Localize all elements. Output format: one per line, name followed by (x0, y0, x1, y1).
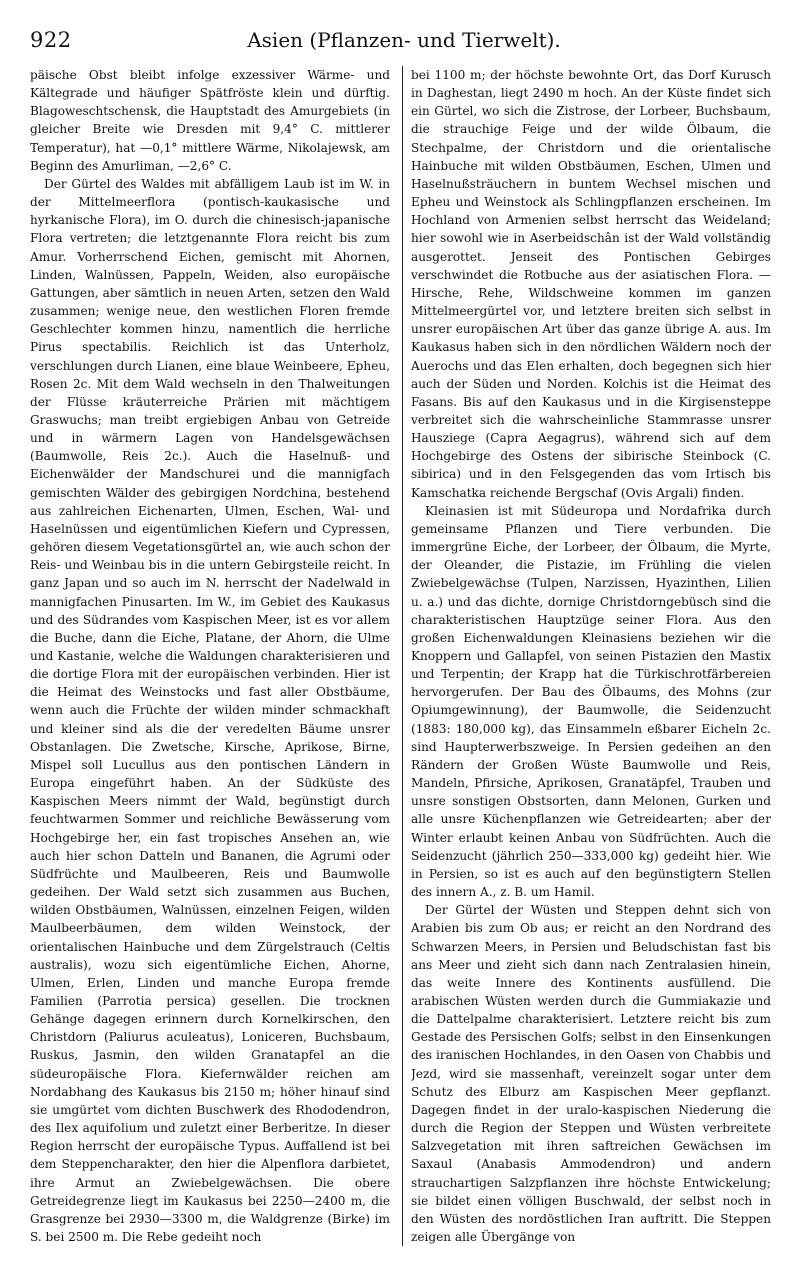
page-header (30, 28, 778, 54)
column-divider (402, 66, 403, 1246)
paragraph: bei 1100 m; der höchste bewohnte Ort, das Dorf Kurusch in Daghestan, liegt 2490 m hoch. An der Küste findet sich ein Gürtel, wo sich die Zistrose, der Lorbeer, Buchsbaum, die strauchige Feige und der wilde Ölbaum, die Stechpalme, der Christdorn und die orientalische Hainbuche mit wilden Obstbäumen, Eschen, Ulmen und Haselnußsträuchern in buntem Wechsel mischen und Epheu und Weinstock als Schlingpflanzen erscheinen. Im Hochland von Armenien selbst herrscht das Weideland; hier sowohl wie in Aserbeidschân ist der Wald vollständig ausgerottet. Jenseit des Pontischen Gebirges verschwindet die Rotbuche aus der asiatischen Flora. — Hirsche, Rehe, Wildschweine kommen im ganzen Mittelmeergürtel vor, und letztere breiten sich selbst in unsrer europäischen Art über das ganze übrige A. aus. Im Kaukasus haben sich in den nördlichen Wäldern noch der Auerochs und das Elen erhalten, doch begegnen sich hier auch der Süden und Norden. Kolchis ist die Heimat des Fasans. Bis auf den Kaukasus und in die Kirgisensteppe verbreitet sich die wahrscheinliche Stammrasse unsrer Hausziege (Capra Aegagrus), während sich auf dem Hochgebirge des Ostens der sibirische Steinbock (C. sibirica) und in den Felsgegenden das vom Irtisch bis Kamschatka reichende Bergschaf (Ovis Argali) finden. (411, 68, 771, 500)
left-column (30, 66, 390, 1251)
page-number: 922 (30, 28, 72, 52)
paragraph: Der Gürtel der Wüsten und Steppen dehnt sich von Arabien bis zum Ob aus; er reicht an den Nordrand des Schwarzen Meers, in Persien und Beludschistan fast bis ans Meer und zieht sich dann nach Zentralasien hinein, das weite Innere des Kontinents ausfüllend. Die arabischen Wüsten werden durch die Gummiakazie und die Dattelpalme charakterisiert. Letztere reicht bis zum Gestade des Persischen Golfs; selbst in den Einsenkungen des iranischen Hochlandes, in den Oasen von Chabbis und Jezd, wird sie massenhaft, vereinzelt sogar unter dem Schutz des Elburz am Kaspischen Meer gepflanzt. Dagegen findet in der uralo-kaspischen Niederung die durch die Region der Steppen und Wüsten verbreitete Salzvegetation mit ihren saftreichen Gewächsen im Saxaul (Anabasis Ammodendron) und andern strauchartigen Salzpflanzen ihre höchste Entwickelung; sie bildet einen völligen Buschwald, der selbst noch in den Wüsten des nordöstlichen Iran auftritt. Die Steppen zeigen alle Übergänge von (411, 903, 771, 1244)
paragraph: Kleinasien ist mit Südeuropa und Nordafrika durch gemeinsame Pflanzen und Tiere verbunden. Die immergrüne Eiche, der Lorbeer, der Ölbaum, die Myrte, der Oleander, die Pistazie, im Frühling die vielen Zwiebelgewächse (Tulpen, Narzissen, Hyazinthen, Lilien u. a.) und das dichte, dornige Christdorngebüsch sind die charakteristischen Hauptzüge seiner Flora. Aus den großen Eichenwaldungen Kleinasiens beziehen wir die Knoppern und Gallapfel, von seinen Pistazien den Mastix und Terpentin; der Krapp hat die Türkischrotfärbereien hervorgerufen. Der Bau des Ölbaums, des Mohns (zur Opiumgewinnung), der Baumwolle, die Seidenzucht (1883: 180,000 kg), das Einsammeln eßbarer Eicheln 2c. sind Haupterwerbszweige. In Persien gedeihen an den Rändern der Großen Wüste Baumwolle und Reis, Mandeln, Pfirsiche, Aprikosen, Granatäpfel, Trauben und unsre sonstigen Obstsorten, dann Melonen, Gurken und alle unsre Küchenpflanzen wie Getreidearten; aber der Winter erlaubt keinen Anbau von Südfrüchten. Auch die Seidenzucht (jährlich 250—333,000 kg) gedeiht hier. Wie in Persien, so ist es auch auf den begünstigtern Stellen des innern A., z. B. um Hamil. (411, 503, 771, 900)
paragraph: Der Gürtel des Waldes mit abfälligem Laub ist im W. in der Mittelmeerflora (pontisch-kaukasische und hyrkanische Flora), im O. durch die chinesisch-japanische Flora vertreten; die letztgenannte Flora reicht bis zum Amur. Vorherrschend Eichen, gemischt mit Ahornen, Linden, Walnüssen, Pappeln, Weiden, also europäische Gattungen, aber sämtlich in neuen Arten, setzen den Wald zusammen; wenige neue, den westlichen Floren fremde Geschlechter kommen hinzu, namentlich die herrliche Pirus spectabilis. Reichlich ist das Unterholz, verschlungen durch Lianen, eine blaue Weinbeere, Epheu, Rosen 2c. Mit dem Wald wechseln in den Thalweitungen der Flüsse kräuterreiche Prärien mit mächtigem Graswuchs; man treibt ergiebigen Anbau von Getreide und in wärmern Lagen von Handelsgewächsen (Baumwolle, Reis 2c.). Auch die Haselnuß- und Eichenwälder der Mandschurei und die mannigfach gemischten Wälder des gebirgigen Nordchina, bestehend aus zahlreichen Eichenarten, Ulmen, Eschen, Wal- und Haselnüssen und eigentümlichen Kiefern und Cypressen, gehören diesem Vegetationsgürtel an, wie auch schon der Reis- und Weinbau bis in die untern Gebirgsteile reicht. In ganz Japan und so auch im N. herrscht der Nadelwald in mannigfachen Pinusarten. Im W., im Gebiet des Kaukasus und des Südrandes vom Kaspischen Meer, ist es vor allem die Buche, dann die Eiche, Platane, der Ahorn, die Ulme und Kastanie, welche die Waldungen charakterisieren und die dortige Flora mit der europäischen verbinden. Hier ist die Heimat des Weinstocks und fast aller Obstbäume, wenn auch die Früchte der wilden minder schmackhaft und kleiner sind als die der veredelten Bäume unsrer Obstanlagen. Die Zwetsche, Kirsche, Aprikose, Birne, Mispel soll Lucullus aus den pontischen Ländern in Europa eingeführt haben. An der Südküste des Kaspischen Meers nimmt der Wald, begünstigt durch feuchtwarmen Sommer und reichliche Bewässerung vom Hochgebirge her, ein fast tropisches Ansehen an, wie auch hier schon Datteln und Bananen, die Agrumi oder Südfrüchte und Maulbeeren, Reis und Baumwolle gedeihen. Der Wald setzt sich zusammen aus Buchen, wilden Obstbäumen, Walnüssen, einzelnen Feigen, wilden Maulbeerbäumen, dem wilden Weinstock, der orientalischen Hainbuche und dem Zürgelstrauch (Celtis australis), wozu sich eigentümliche Eichen, Ahorne, Ulmen, Erlen, Linden und manche Europa fremde Familien (Parrotia persica) gesellen. Die trocknen Gehänge dagegen erinnern durch Kornelkirschen, den Christdorn (Paliurus aculeatus), Loniceren, Buchsbaum, Ruskus, Jasmin, den wilden Granatapfel an die südeuropäische Flora. Kiefernwälder reichen am Nordabhang des Kaukasus bis 2150 m; höher hinauf sind sie umgürtet vom dichten Buschwerk des Rhododendron, des Ilex aquifolium und zuletzt einer Berberitze. In dieser Region herrscht der europäische Typus. Auffallend ist bei dem Steppencharakter, den hier die Alpenflora darbietet, ihre Armut an Zwiebelgewächsen. Die obere Getreidegrenze liegt im Kaukasus bei 2250—2400 m, die Grasgrenze bei 2930—3300 m, die Waldgrenze (Birke) im S. bei 2500 m. Die Rebe gedeiht noch (30, 176, 390, 1244)
running-title: Asien (Pflanzen- und Tierwelt). (247, 28, 561, 52)
paragraph: päische Obst bleibt infolge exzessiver Wärme- und Kältegrade und häufiger Spätfröste klein und dürftig. Blagoweschtschensk, die Hauptstadt des Amurgebiets (in gleicher Breite wie Dresden mit 9,4° C. mittlerer Temperatur), hat —0,1° mittlere Wärme, Nikolajewsk, am Beginn des Amurliman, —2,6° C. (30, 68, 390, 173)
right-column (411, 66, 771, 1251)
